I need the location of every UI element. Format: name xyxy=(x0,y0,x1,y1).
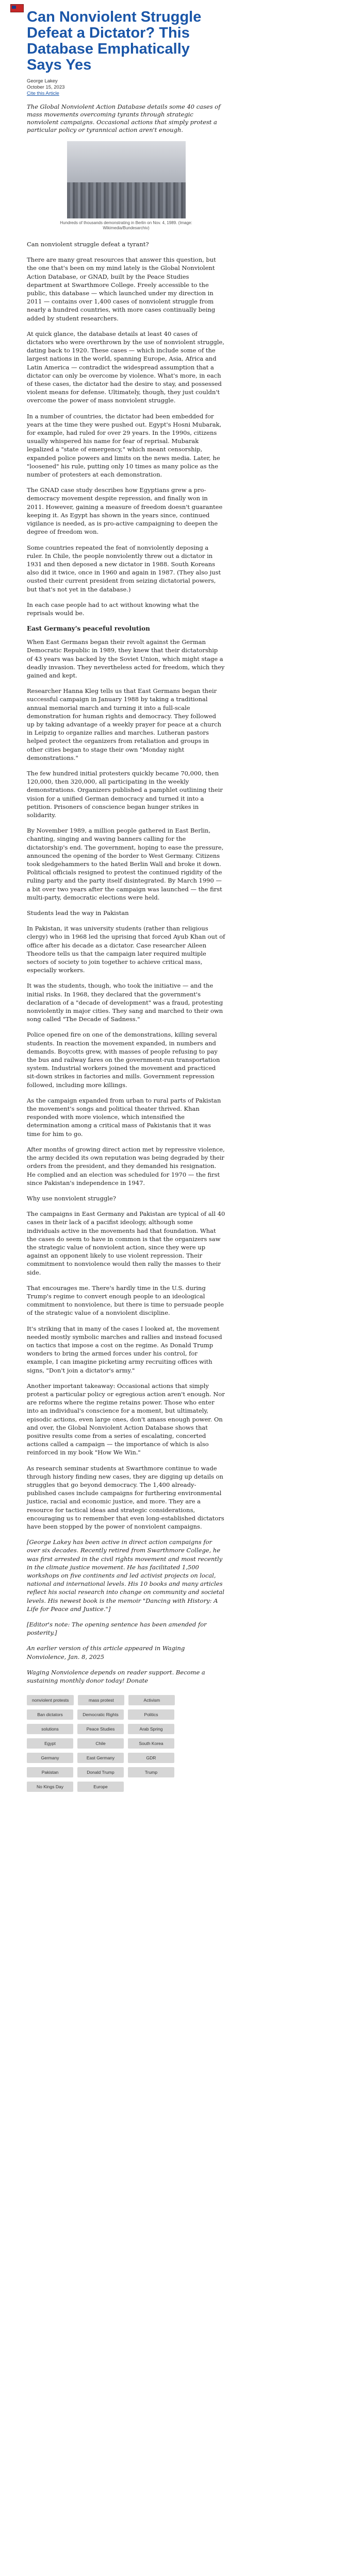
paragraph: After months of growing direct action met by repressive violence, the army decided its own reputation was being degraded by their orders from the president, and they demanded his resignation. He complied and an election was scheduled for 1970 — the first since Pakistan's independence in 1947. xyxy=(27,1145,225,1187)
publish-date: October 15, 2023 xyxy=(27,84,65,90)
tag-chip[interactable]: Germany xyxy=(27,1753,73,1763)
byline xyxy=(27,78,225,97)
paragraph: As the campaign expanded from urban to rural parts of Pakistan the movement's songs and political theater thrived. Khan responded with more violence, which intensified the determination among a critical mass of Pakistanis that it was time for him to go. xyxy=(27,1096,221,1138)
paragraph: At quick glance, the database details at least 40 cases of dictators who were overthrown by the use of nonviolent struggle, dating back to 1920. These cases — which include some of the largest nations in the world, spanning Europe, Asia, Africa and Latin America — contradict the widespread assumption that a dictator can only be overcome by violence. What's more, in each of these cases, the dictator had the desire to stay, and possessed violent means for defense. Ultimately, though, they just couldn't overcome the power of mass nonviolent struggle. xyxy=(27,330,224,404)
paragraph: Students lead the way in Pakistan xyxy=(27,909,129,917)
article xyxy=(27,9,225,1792)
article-body xyxy=(27,240,225,1685)
crowd-image xyxy=(67,182,186,218)
paragraph: Some countries repeated the feat of nonviolently deposing a ruler. In Chile, the people nonviolently threw out a dictator in 1931 and then deposed a new dictator in 1988. South Koreans also did it twice, once in 1960 and again in 1987. (They also just ousted their current president from seizing dictatorial powers, but that's not yet in the database.) xyxy=(27,544,221,593)
paragraph: It's striking that in many of the cases I looked at, the movement needed mostly symbolic marches and rallies and instead focused on tactics that impose a cost on the regime. As Donald Trump wonders to bring the armed forces under his control, for example, I can imagine picketing army recruiting offices with signs, "Don't join a dictator's army." xyxy=(27,1325,222,1374)
paragraph: Can nonviolent struggle defeat a tyrant? xyxy=(27,241,149,248)
tag-chip[interactable]: Ban dictators xyxy=(27,1709,73,1720)
tag-chip[interactable]: Politics xyxy=(128,1709,174,1720)
lead-photo xyxy=(67,141,186,218)
paragraph: In each case people had to act without knowing what the reprisals would be. xyxy=(27,601,199,617)
paragraph: In Pakistan, it was university students (rather than religious clergy) who in 1968 led the uprising that forced Ayub Khan out of office after his decade as a dictator. Case researcher Aileen Theodore tells us that the campaign later required multiple sectors of society to join together to achieve critical mass, especially workers. xyxy=(27,925,225,974)
paragraph: In a number of countries, the dictator had been embedded for years at the time they were pushed out. Egypt's Hosni Mubarak, for example, had ruled for over 29 years. In the 1990s, citizens usually whispered his name for fear of reprisal. Mubarak legalized a "state of emergency," which meant censorship, expanded police powers and limits on the news media. Later, he "loosened" his rule, putting only 10 times as many police as the number of protesters at each demonstration. xyxy=(27,412,222,479)
tag-chip[interactable]: Egypt xyxy=(27,1738,73,1749)
tag-chip[interactable]: No Kings Day xyxy=(27,1782,73,1792)
paragraph: That encourages me. There's hardly time in the U.S. during Trump's regime to convert enough people to an ideological commitment to nonviolence, but there is time to persuade people of the strategic value of a nonviolent discipline. xyxy=(27,1284,224,1317)
tag-chip[interactable]: Trump xyxy=(128,1767,174,1777)
tag-chip[interactable]: Peace Studies xyxy=(77,1724,124,1734)
paragraph: The GNAD case study describes how Egyptians grew a pro-democracy movement despite repression, and finally won in 2011. However, gaining a measure of freedom doesn't guarantee keeping it. As Egypt has shown in the years since, continued vigilance is needed, as is pro-active campaigning to deepen the degree of freedom won. xyxy=(27,486,223,536)
author-name: George Lakey xyxy=(27,78,58,84)
paragraph: Why use nonviolent struggle? xyxy=(27,1194,116,1202)
paragraph: Police opened fire on one of the demonstrations, killing several students. In reaction the movement expanded, in numbers and demands. Boycotts grew, with masses of people refusing to pay the bus and railway fares on the government-run transportation system. Industrial workers joined the movement and practiced sit-down strikes in factories and mills. Government repression followed, including more killings. xyxy=(27,1031,220,1089)
logo-flag-icon xyxy=(10,4,24,12)
tag-chip[interactable]: solutions xyxy=(27,1724,73,1734)
paragraph: It was the students, though, who took the initiative — and the initial risks. In 1968, they declared that the government's declaration of a "decade of development" was a fraud, protesting nonviolently in major cities. They sang and marched to their own song called "The Decade of Sadness." xyxy=(27,982,223,1023)
tag-chip[interactable]: Pakistan xyxy=(27,1767,73,1777)
tag-chip[interactable]: Arab Spring xyxy=(128,1724,174,1734)
paragraph: [George Lakey has been active in direct action campaigns for over six decades. Recently retired from Swarthmore College, he was first arrested in the civil rights movement and most recently in the climate justice movement. He has facilitated 1,500 workshops on five continents and led activist projects on local, national and international levels. His 10 books and many articles reflect his social research into change on community and societal levels. His newest book is the memoir "Dancing with History: A Life for Peace and Justice."] xyxy=(27,1538,224,1613)
paragraph: Another important takeaway: Occasional actions that simply protest a particular policy or egregious action aren't enough. Nor are reforms where the regime retains power. Those who enter into an individual's conscience for a moment, but ultimately, episodic actions, even large ones, don't amass enough power. On and over, the Global Nonviolent Action Database shows that positive results come from a series of escalating, concerted actions called a campaign — the importance of which is also reinforced in my book "How We Win." xyxy=(27,1382,225,1456)
photo-caption: Hundreds of thousands demonstrating in Berlin on Nov. 4, 1989. (Image: Wikimedia/Bundesarchiv) xyxy=(60,221,192,230)
paragraph: The few hundred initial protesters quickly became 70,000, then 120,000, then 320,000, all participating in the weekly demonstrations. Organizers published a pamphlet outlining their vision for a unified German democracy and turned it into a petition. Prisoners of conscience began hunger strikes in solidarity. xyxy=(27,769,223,819)
tag-chip[interactable]: mass protest xyxy=(78,1695,124,1705)
tag-chip[interactable]: nonviolent protests xyxy=(27,1695,74,1705)
section-heading: East Germany's peaceful revolution xyxy=(27,625,150,633)
paragraph: As research seminar students at Swarthmore continue to wade through history finding new cases, they are digging up details on struggles that go beyond democracy. The 1,400 already-published cases include campaigns for furthering environmental justice, racial and economic justice, and more. They are a resource for tactical ideas and strategic considerations, encouraging us to remember that even long-established dictators have been stopped by the power of nonviolent campaigns. xyxy=(27,1464,224,1531)
paragraph: When East Germans began their revolt against the German Democratic Republic in 1989, they knew that their dictatorship of 43 years was backed by the Soviet Union, which might stage a deadly invasion. They nevertheless acted for freedom, which they gained and kept. xyxy=(27,638,225,679)
paragraph: [Editor's note: The opening sentence has been amended for posterity.] xyxy=(27,1621,207,1637)
tag-list xyxy=(27,1695,202,1792)
article-title: Can Nonviolent Struggle Defeat a Dictator? This Database Emphatically Says Yes xyxy=(27,9,202,73)
tag-chip[interactable]: Europe xyxy=(77,1782,124,1792)
tag-chip[interactable]: Donald Trump xyxy=(77,1767,124,1777)
tag-chip[interactable]: GDR xyxy=(128,1753,174,1763)
paragraph: The campaigns in East Germany and Pakistan are typical of all 40 cases in their lack of a pacifist ideology, although some individuals active in the movements had that foundation. What the cases do seem to have in common is that the organizers saw the strategic value of nonviolent action, since they were up against an opponent likely to use violent repression. Their commitment to nonviolence would then rally the masses to their side. xyxy=(27,1210,225,1276)
paragraph: There are many great resources that answer this question, but the one that's been on my mind lately is the Global Nonviolent Action Database, or GNAD, built by the Peace Studies department at Swarthmore College. Freely accessible to the public, this database — which launched under my direction in 2011 — contains over 1,400 cases of nonviolent struggle from nearly a hundred countries, with more cases continually being added by student researchers. xyxy=(27,256,216,322)
paragraph: By November 1989, a million people gathered in East Berlin, chanting, singing and waving banners calling for the dictatorship's end. The government, hoping to ease the pressure, announced the opening of the border to West Germany. Citizens took sledgehammers to the hated Berlin Wall and broke it down. Political officials resigned to protest the continued rigidity of the ruling party and the party itself disintegrated. By March 1990 — a bit over two years after the campaign was launched — the first multi-party, democratic elections were held. xyxy=(27,827,224,901)
tag-chip[interactable]: South Korea xyxy=(128,1738,174,1749)
tag-chip[interactable]: Democratic Rights xyxy=(77,1709,124,1720)
article-dek: The Global Nonviolent Action Database details some 40 cases of mass movements overcoming tyrants through strategic nonviolent campaigns. Occasional actions that simply protest a particular policy or tyrannical action aren't enough. xyxy=(27,103,221,133)
paragraph: Waging Nonviolence depends on reader support. Become a sustaining monthly donor today! Donate xyxy=(27,1668,205,1685)
tag-chip[interactable]: Chile xyxy=(77,1738,124,1749)
tag-chip[interactable]: Activism xyxy=(128,1695,175,1705)
paragraph: Researcher Hanna Kleg tells us that East Germans began their successful campaign in January 1988 by taking a traditional annual memorial march and turning it into a full-scale demonstration for human rights and democracy. They followed up by taking advantage of a weekly prayer for peace at a church in Leipzig to organize rallies and marches. Lutheran pastors helped protect the organizers from retaliation and groups in other cities began to stage their own "Monday night demonstrations." xyxy=(27,687,222,761)
paragraph: An earlier version of this article appeared in Waging Nonviolence, Jan. 8, 2025 xyxy=(27,1645,185,1660)
cite-link[interactable]: Cite this Article xyxy=(27,91,59,96)
tag-chip[interactable]: East Germany xyxy=(77,1753,124,1763)
